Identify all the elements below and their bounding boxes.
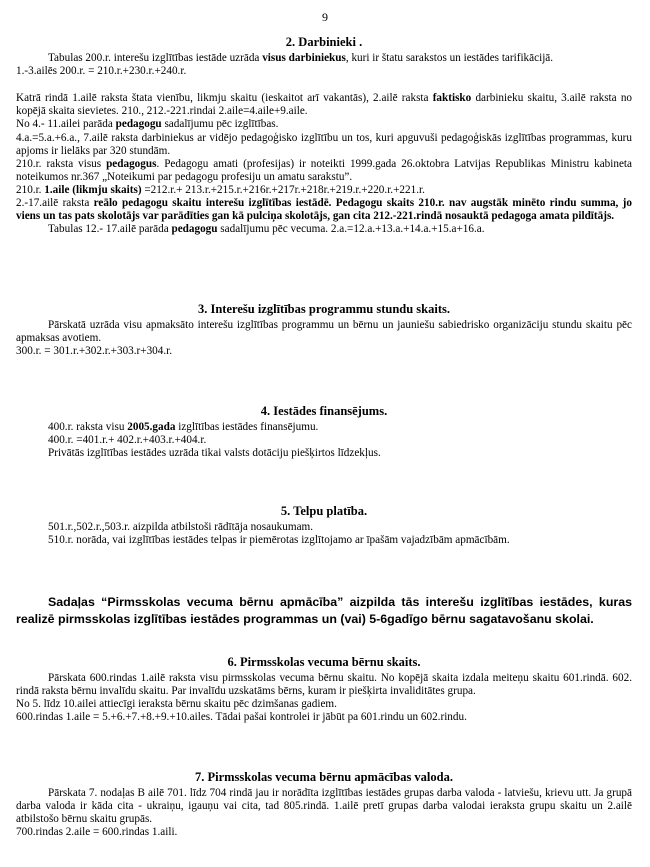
paragraph: 2.-17.ailē raksta reālo pedagogu skaitu interešu izglītības iestādē. Pedagogu skaits 210.r. nav augstāk minēto rindu summa, jo viens un tas pats skolotājs var parādīties gan kā pulciņa skolotājs, gan cita 212.-221.rindā nosauktā pedagoga amata pildītājs.	[16, 197, 632, 223]
section-title: 5. Telpu platība.	[280, 504, 368, 518]
paragraph: 400.r. raksta visu 2005.gada izglītības iestādes finansējumu.	[48, 421, 319, 434]
formula-line: 300.r. = 301.r.+302.r.+303.r+304.r.	[16, 345, 173, 358]
formula-line: 700.rindas 2.aile = 600.rindas 1.aili.	[16, 826, 178, 839]
paragraph: Pārskatā uzrāda visu apmaksāto interešu izglītības programmu un bērnu un jauniešu sabiedrisko organizāciju stundu skaitu pēc apmaksas avotiem.	[16, 319, 632, 345]
formula-line: 210.r. 1.aile (likmju skaits) =212.r.+ 213.r.+215.r.+216r.+217r.+218r.+219.r.+220.r.+221.r.	[16, 183, 425, 196]
section-title: 3. Interešu izglītības programmu stundu skaits.	[197, 302, 450, 316]
paragraph: 4.a.=5.a.+6.a., 7.ailē raksta darbiniekus ar vidējo pedagoģisko izglītību un tos, kuri apguvuši pedagoģiskās izglītības programmas, kuru apjoms ir lielāks par 320 stundām.	[16, 131, 632, 157]
formula-line: 600.rindas 1.aile = 5.+6.+7.+8.+9.+10.ailes. Tādai pašai kontrolei ir jābūt pa 601.rindu un 602.rindu.	[16, 711, 467, 724]
paragraph: No 5. līdz 10.ailei attiecīgi ieraksta bērnu skaitu pēc dzimšanas gadiem.	[16, 698, 337, 711]
paragraph: 510.r. norāda, vai izglītības iestādes telpas ir piemērotas izglītojamo ar īpašām vajadzībām apmācībām.	[48, 534, 510, 547]
paragraph: Pārskata 7. nodaļas B ailē 701. līdz 704 rindā jau ir norādīta izglītības iestādes grupas darba valoda - latviešu, krievu utt. Ja grupā darba valoda ir kāda cita - ukraiņu, igauņu vai cita, tad 805.rindā. 1.ailē pretī grupas darba valodai ieraksta grupu skaitu un 2.ailē atbilstošo bērnu skaitu grupās.	[16, 787, 632, 826]
paragraph: Tabulas 12.- 17.ailē parāda pedagogu sadalījumu pēc vecuma. 2.a.=12.a.+13.a.+14.a.+15.a+16.a.	[48, 223, 485, 236]
paragraph: Pārskata 600.rindas 1.ailē raksta visu pirmsskolas vecuma bērnu skaitu. No kopējā skaita izdala meiteņu skaitu 601.rindā. 602. rindā raksta bērnu invalīdu skaitu. Par invalīdu uzskatāms bērns, kuram ir piešķirta invaliditātes grupa.	[16, 672, 632, 698]
notice-text: Sadaļas “Pirmsskolas vecuma bērnu apmācība” aizpilda tās interešu izglītības iestādes, kuras realizē pirmsskolas izglītības iestādes programmas un (vai) 5-6gadīgo bērnu sagatavošanu skolai.	[16, 595, 632, 626]
formula-line: 400.r. =401.r.+ 402.r.+403.r.+404.r.	[48, 434, 207, 447]
formula-line: 1.-3.ailēs 200.r. = 210.r.+230.r.+240.r.	[16, 65, 187, 78]
paragraph: 210.r. raksta visus pedagogus. Pedagogu amati (profesijas) ir noteikti 1999.gada 26.oktobra Latvijas Republikas Ministru kabineta noteikumos nr.367 „Noteikumi par pedagogu profesiju un amatu sarakstu”.	[16, 157, 632, 183]
paragraph: No 4.- 11.ailei parāda pedagogu sadalījumu pēc izglītības.	[16, 118, 279, 131]
section-preschool-language	[16, 771, 632, 839]
page-number: 9	[322, 10, 328, 24]
section-title: 4. Iestādes finansējums.	[260, 404, 388, 418]
section-title: 6. Pirmsskolas vecuma bērnu skaits.	[227, 655, 421, 669]
section-title: 7. Pirmsskolas vecuma bērnu apmācības valoda.	[194, 770, 453, 784]
section-employees	[16, 36, 632, 236]
section-funding	[16, 405, 632, 460]
section-preschool-count	[16, 656, 632, 724]
preschool-notice	[16, 594, 632, 628]
section-floor-area	[16, 505, 632, 547]
section-program-hours	[16, 303, 632, 358]
paragraph: Katrā rindā 1.ailē raksta štata vienību, likmju skaitu (ieskaitot arī vakantās), 2.ailē raksta faktisko darbinieku skaitu, 3.ailē raksta no kopējā skaita sievietes. 210., 212.-221.rindai 2.aile=4.aile+9.aile.	[16, 92, 633, 118]
paragraph: Tabulas 200.r. interešu izglītības iestāde uzrāda visus darbiniekus, kuri ir štatu sarakstos un iestādes tarifikācijā.	[48, 52, 554, 65]
section-title: 2. Darbinieki .	[285, 35, 363, 49]
paragraph: Privātās izglītības iestādes uzrāda tikai valsts dotāciju piešķirtos līdzekļus.	[48, 447, 381, 460]
paragraph: 501.r.,502.r.,503.r. aizpilda atbilstoši rādītāja nosaukumam.	[48, 521, 314, 534]
